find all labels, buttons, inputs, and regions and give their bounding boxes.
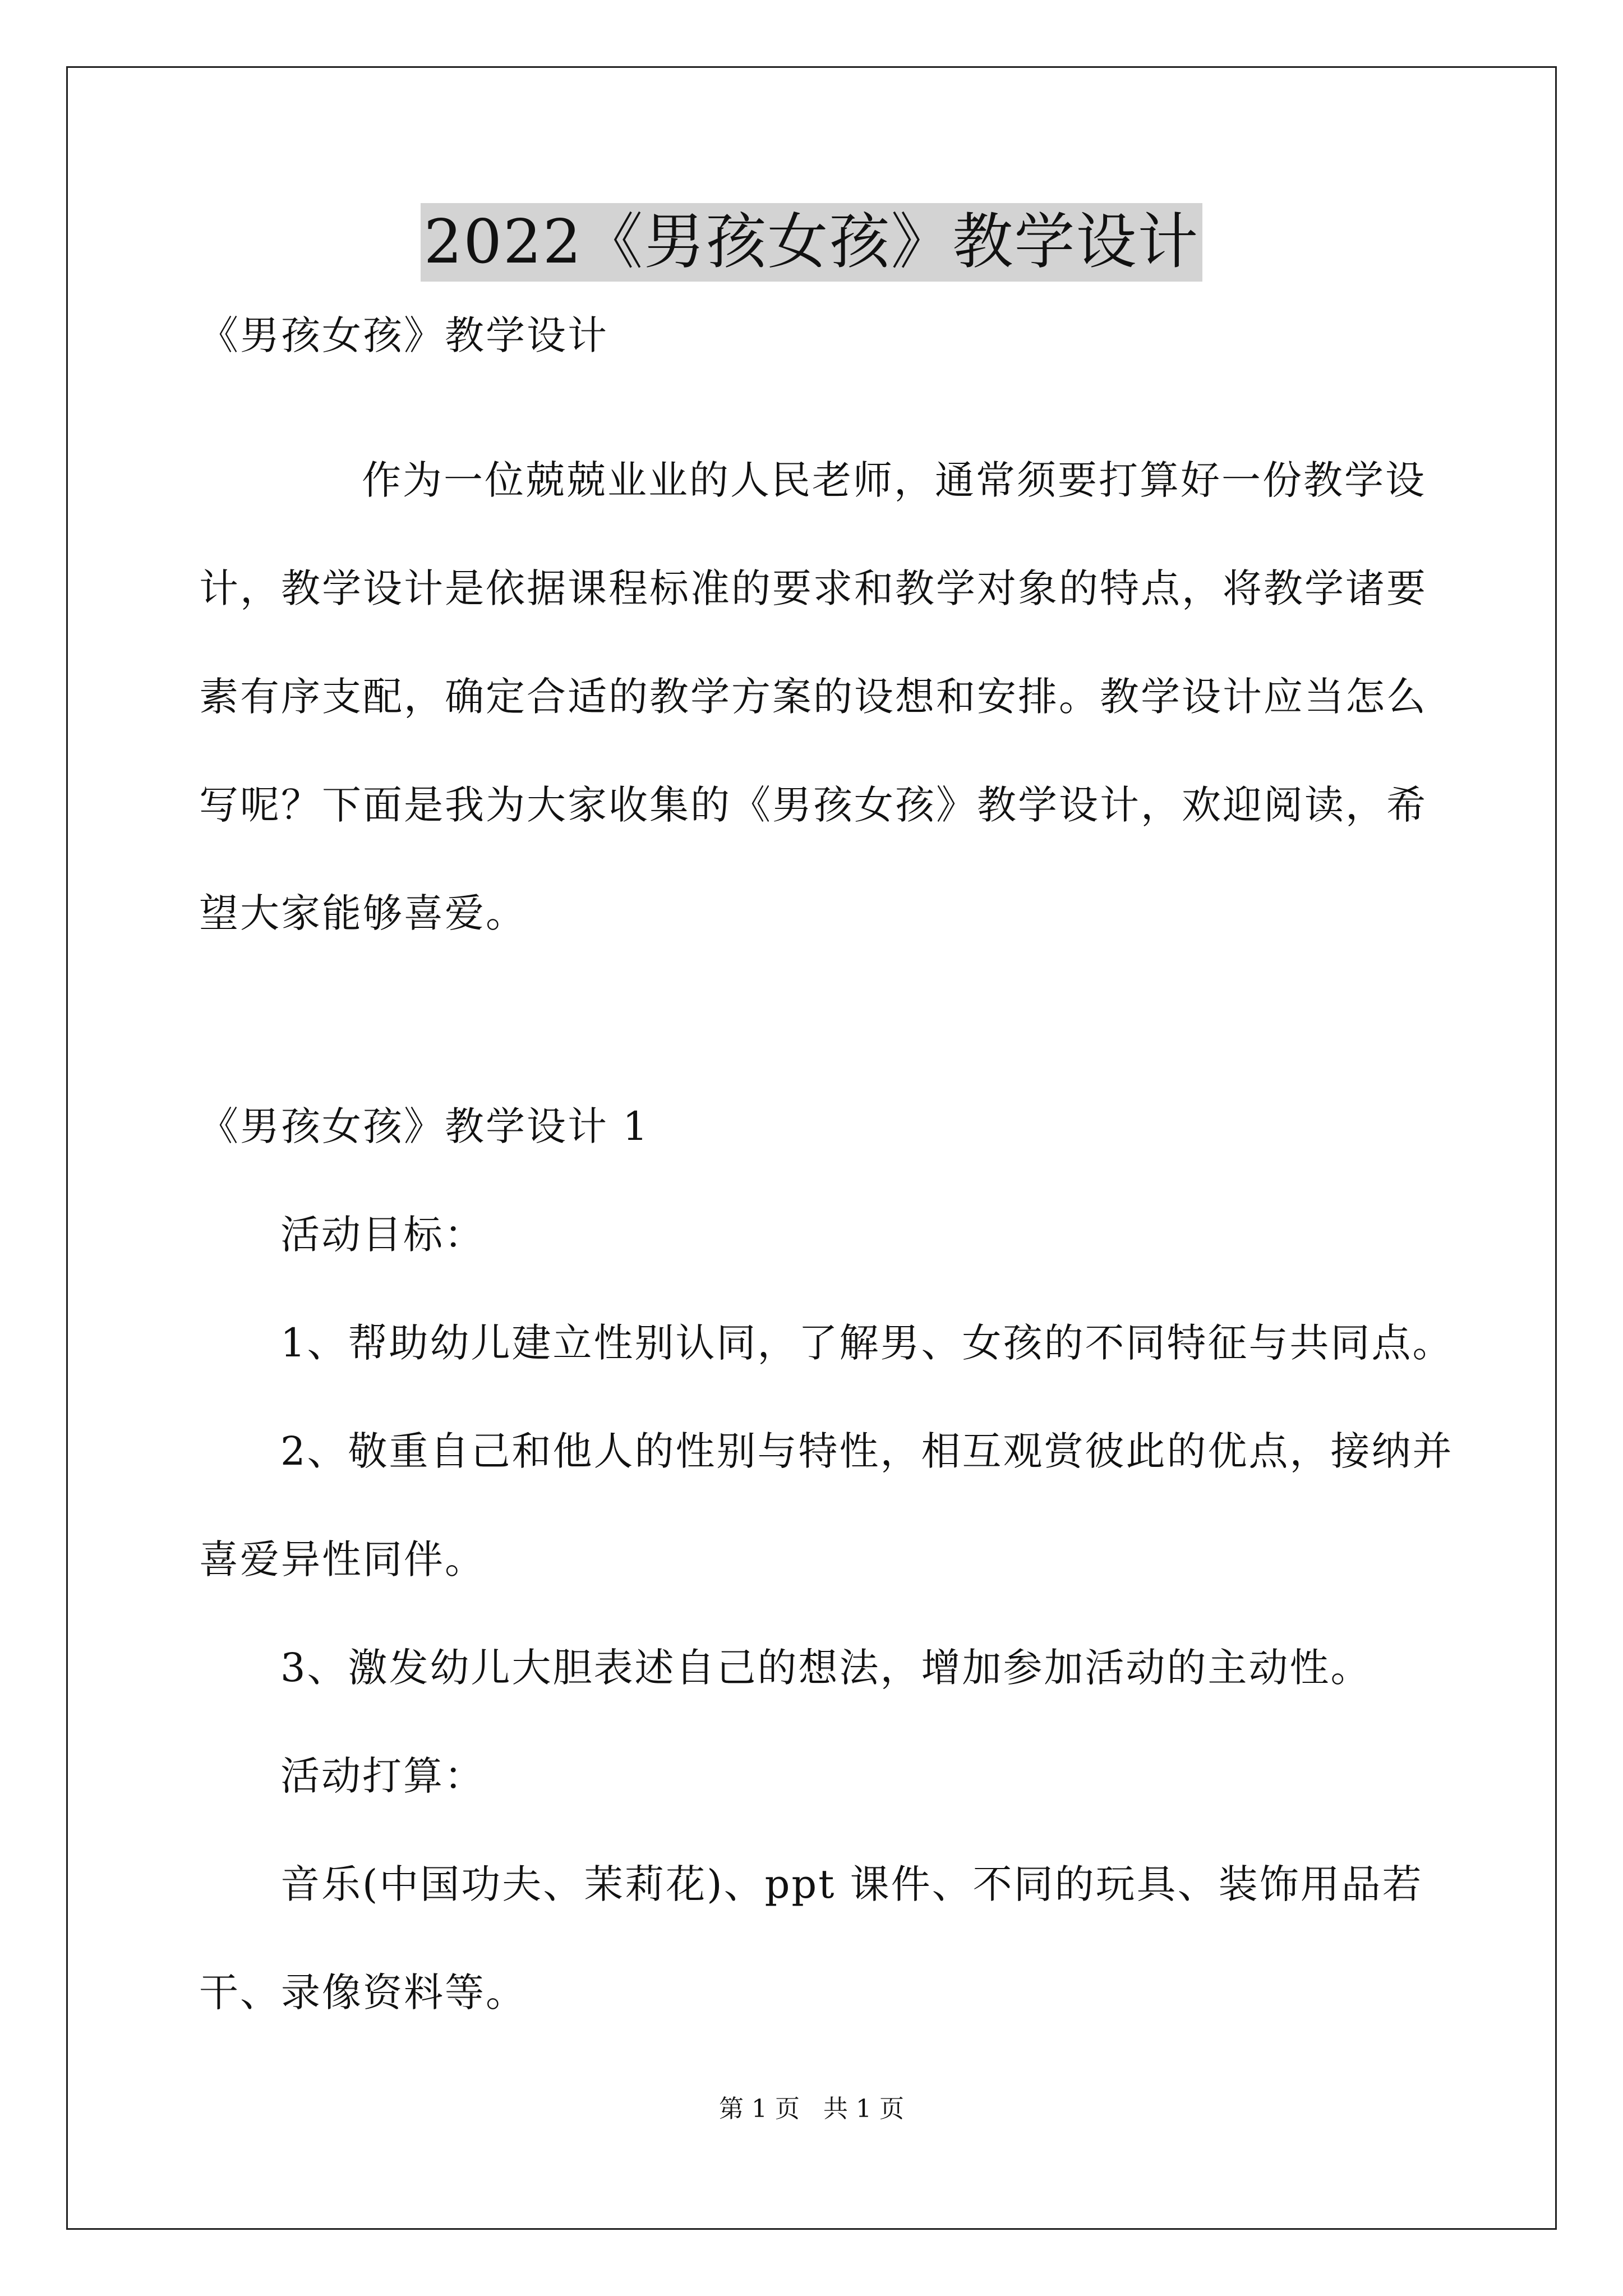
goal-line-1: 1、帮助幼儿建立性别认同，了解男、女孩的不同特征与共同点。	[280, 1320, 1454, 1366]
title-container	[0, 203, 1623, 282]
prep-line-2: 干、录像资料等。	[199, 1970, 527, 2016]
intro-line-3: 素有序支配，确定合适的教学方案的设想和安排。教学设计应当怎么	[199, 674, 1427, 720]
intro-line-4: 写呢？下面是我为大家收集的《男孩女孩》教学设计，欢迎阅读，希	[199, 782, 1427, 828]
document-title: 2022《男孩女孩》教学设计	[421, 203, 1203, 282]
goal-line-4: 3、激发幼儿大胆表述自己的想法，增加参加活动的主动性。	[280, 1645, 1372, 1691]
goals-heading: 活动目标：	[280, 1212, 485, 1258]
goal-line-3: 喜爱异性同伴。	[199, 1536, 486, 1582]
intro-line-2: 计，教学设计是依据课程标准的要求和教学对象的特点，将教学诸要	[199, 565, 1427, 611]
document-subtitle: 《男孩女孩》教学设计	[199, 312, 608, 358]
intro-line-5: 望大家能够喜爱。	[199, 890, 527, 936]
goal-line-2: 2、敬重自己和他人的性别与特性，相互观赏彼此的优点，接纳并	[280, 1428, 1454, 1474]
section-heading: 《男孩女孩》教学设计 1	[199, 1103, 649, 1149]
intro-line-1: 作为一位兢兢业业的人民老师，通常须要打算好一份教学设	[362, 457, 1426, 503]
page-footer: 第 1 页 共 1 页	[719, 2095, 904, 2123]
prep-line-1: 音乐(中国功夫、茉莉花)、ppt 课件、不同的玩具、装饰用品若	[280, 1861, 1423, 1907]
prep-heading: 活动打算：	[280, 1753, 485, 1799]
